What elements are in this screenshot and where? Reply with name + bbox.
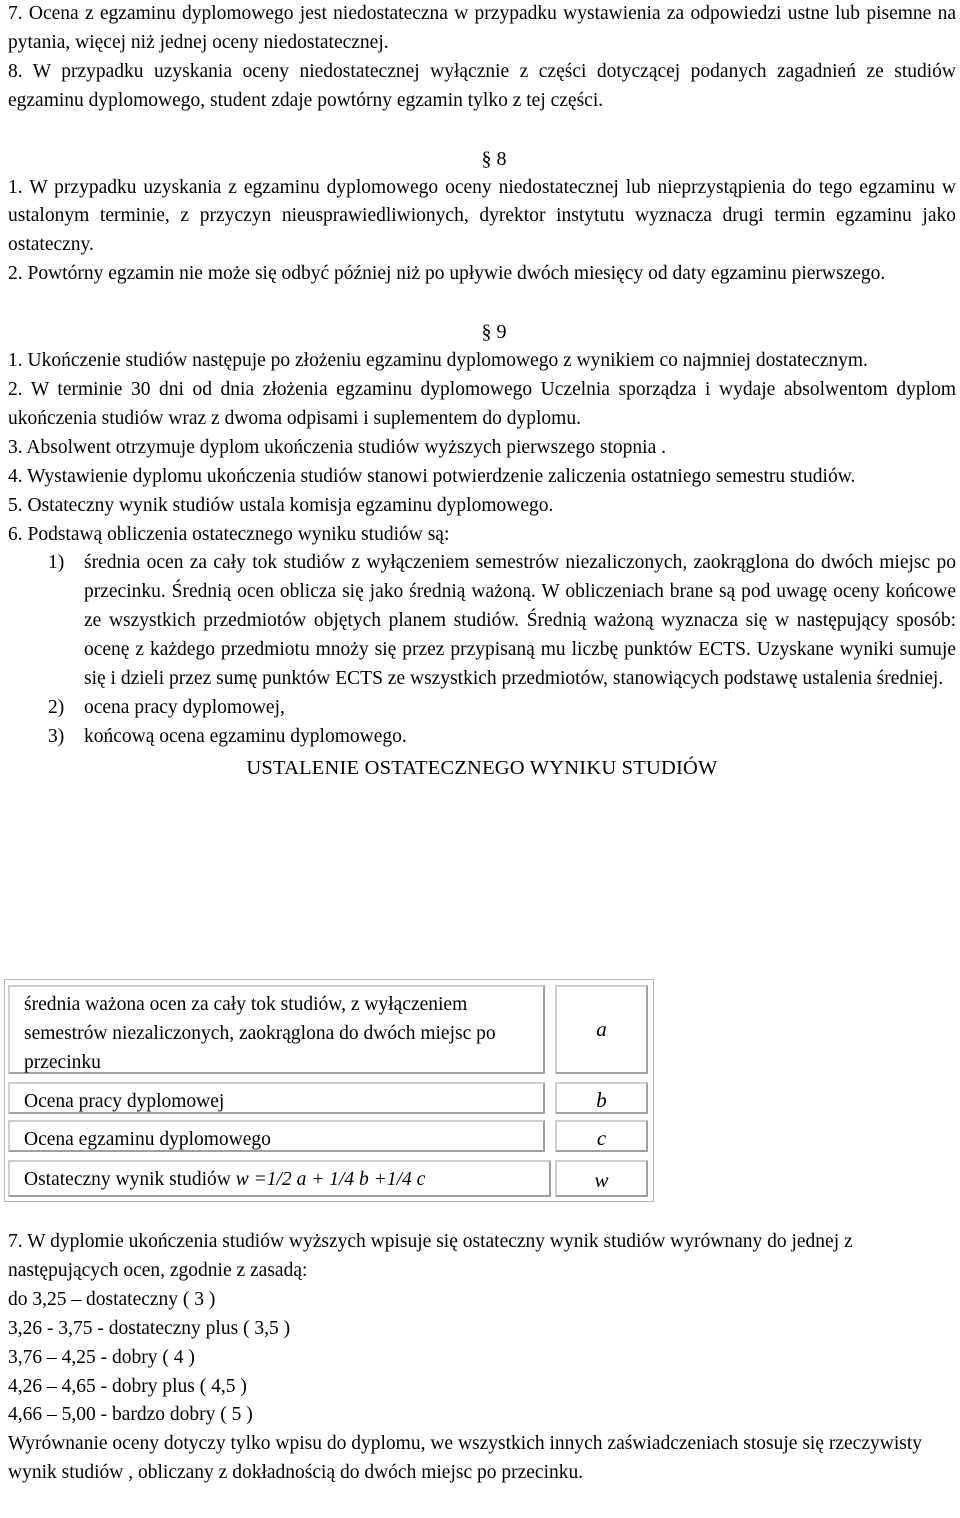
list-item (8, 694, 956, 723)
list-number: 2) (48, 696, 65, 718)
section-8 (8, 145, 956, 290)
grade-scale-item: 4,26 – 4,65 - dobry plus ( 4,5 ) (8, 1375, 247, 1397)
section-item: 6. Podstawą obliczenia ostatecznego wyniku studiów są: (8, 523, 450, 545)
table-cell-label (8, 1160, 551, 1197)
table-cell-symbol (555, 1160, 648, 1197)
list-text: końcową ocena egzaminu dyplomowego. (84, 725, 407, 747)
grading-intro: 7. W dyplomie ukończenia studiów wyższych wpisuje się ostateczny wynik studiów wyrównany do jednej z następujących ocen, zgodnie z zasadą: (8, 1231, 853, 1281)
symbol-text: b (596, 1088, 607, 1112)
document-page (8, 0, 956, 783)
section-9 (8, 318, 956, 783)
label-text: Ocena egzaminu dyplomowego (24, 1129, 271, 1150)
section-item: 1. Ukończenie studiów następuje po złożeniu egzaminu dyplomowego z wynikiem co najmniej dostatecznym. (8, 350, 868, 372)
section-item: 2. W terminie 30 dni od dnia złożenia egzaminu dyplomowego Uczelnia sporządza i wydaje absolwentom dyplom ukończenia studiów wraz z dwoma odpisami i suplementem do dyplomu. (8, 378, 956, 429)
table-cell-symbol (555, 985, 648, 1074)
list-item (8, 549, 956, 694)
formula-text: w =1/2 a + 1/4 b +1/4 c (235, 1169, 426, 1190)
table-cell-symbol (555, 1120, 648, 1152)
paragraph-7: 7. Ocena z egzaminu dyplomowego jest niedostateczna w przypadku wystawienia za odpowiedzi ustne lub pisemne na pytania, więcej niż jednej oceny niedostatecznej. (8, 3, 956, 53)
intro-block (8, 0, 956, 116)
symbol-text: c (596, 1126, 607, 1150)
grade-scale-item: 3,26 - 3,75 - dostateczny plus ( 3,5 ) (8, 1317, 291, 1339)
symbol-text: w (594, 1168, 609, 1192)
symbol-text: a (596, 1017, 607, 1041)
grade-scale-item: 3,76 – 4,25 - dobry ( 4 ) (8, 1346, 195, 1368)
label-text: Ocena pracy dyplomowej (24, 1091, 225, 1112)
section-item: 2. Powtórny egzamin nie może się odbyć później niż po upływie dwóch miesięcy od daty egzaminu pierwszego. (8, 263, 886, 285)
grading-note: Wyrównanie oceny dotyczy tylko wpisu do dyplomu, we wszystkich innych zaświadczeniach stosuje się rzeczywisty wynik studiów , obliczany z dokładnością do dwóch miejsc po przecinku. (8, 1433, 922, 1484)
table-title: USTALENIE OSTATECZNEGO WYNIKU STUDIÓW (246, 756, 718, 779)
table-cell-label (8, 1120, 545, 1152)
result-table (0, 977, 654, 1202)
list-text: średnia ocen za cały tok studiów z wyłączeniem semestrów niezaliczonych, zaokrąglona do dwóch miejsc po przecinku. Średnią ocen oblicza się jako średnią ważoną. W obliczeniach brane są pod uwagę oceny końcowe ze wszystkich przedmiotów objętych planem studiów. Średnią ważoną wyznacza się w następujący sposób: ocenę z każdego przedmiotu mnoży się przez przypisaną mu liczbę punktów ECTS. Uzyskane wyniki sumuje się i dzieli przez sumę punktów ECTS ze wszystkich przedmiotów, stanowiących podstawę ustalenia średniej. (84, 552, 956, 690)
paragraph-8: 8. W przypadku uzyskania oceny niedostatecznej wyłącznie z części dotyczącej podanych zagadnień ze studiów egzaminu dyplomowego, student zdaje powtórny egzamin tylko z tej części. (8, 60, 956, 111)
list-item (8, 723, 956, 752)
grade-scale-item: 4,66 – 5,00 - bardzo dobry ( 5 ) (8, 1404, 253, 1426)
section-item: 5. Ostateczny wynik studiów ustala komisja egzaminu dyplomowego. (8, 494, 554, 516)
label-text: średnia ważona ocen za cały tok studiów, z wyłączeniem semestrów niezaliczonych, zaokrąglona do dwóch miejsc po przecinku (24, 994, 496, 1073)
section-heading: § 8 (481, 147, 507, 170)
table-cell-label (8, 985, 545, 1074)
list-text: ocena pracy dyplomowej, (84, 696, 285, 718)
grade-scale-item: do 3,25 – dostateczny ( 3 ) (8, 1288, 216, 1310)
section-heading: § 9 (481, 321, 507, 344)
section-item: 1. W przypadku uzyskania z egzaminu dyplomowego oceny niedostatecznej lub nieprzystąpienia do tego egzaminu w ustalonym terminie, z przyczyn nieusprawiedliwionych, dyrektor instytutu wyznacza drugi termin egzaminu jako ostateczny. (8, 176, 956, 256)
grading-block (8, 1228, 956, 1488)
table-cell-label (8, 1082, 545, 1114)
list-number: 1) (48, 552, 65, 574)
label-text: Ostateczny wynik studiów (24, 1169, 236, 1190)
section-item: 4. Wystawienie dyplomu ukończenia studiów stanowi potwierdzenie zaliczenia ostatniego semestru studiów. (8, 465, 856, 487)
table-cell-symbol (555, 1082, 648, 1114)
section-item: 3. Absolwent otrzymuje dyplom ukończenia studiów wyższych pierwszego stopnia . (8, 436, 666, 458)
list-number: 3) (48, 725, 65, 747)
